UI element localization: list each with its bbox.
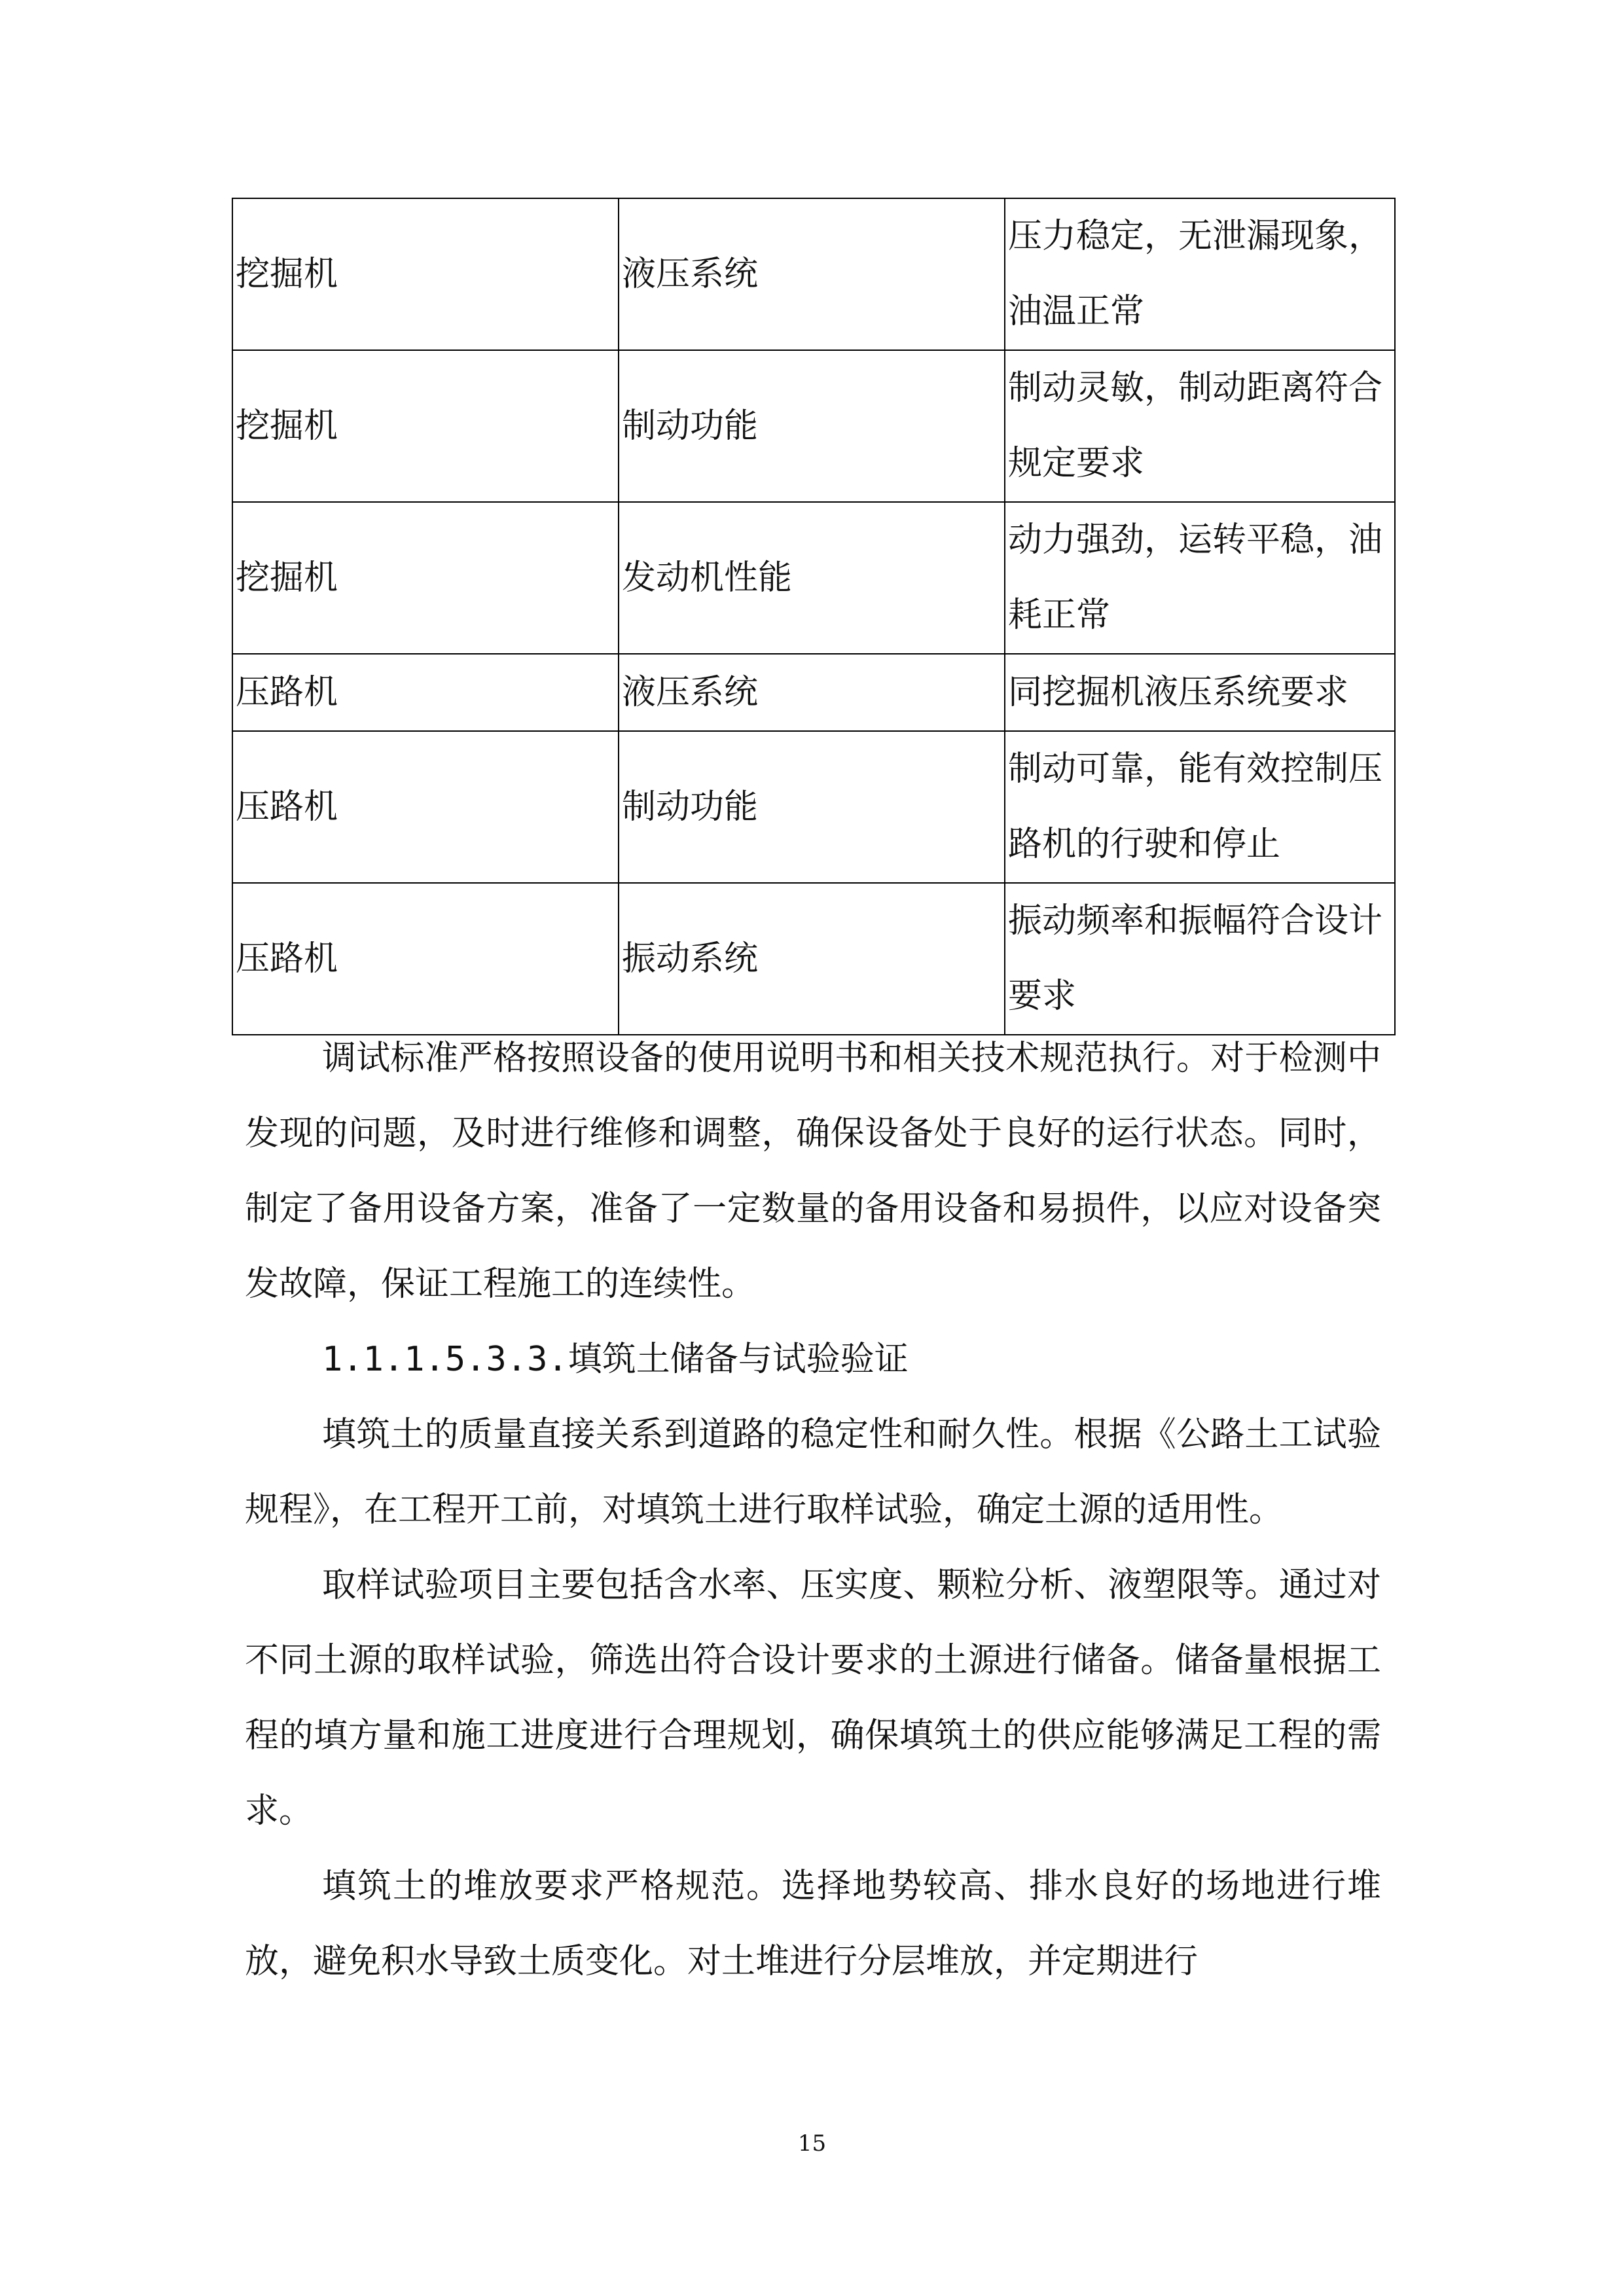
- table-row: [232, 198, 1395, 350]
- paragraph-fill-soil-quality: 填筑土的质量直接关系到道路的稳定性和耐久性。根据《公路土工试验规程》，在工程开工前，对填筑土进行取样试验，确定土源的适用性。: [245, 1415, 1381, 1530]
- table-row: [232, 350, 1395, 502]
- equipment-cell: 挖掘机: [232, 198, 619, 350]
- page-number: 15: [797, 2130, 827, 2157]
- equipment-cell: 压路机: [232, 654, 619, 731]
- body-text: [245, 1021, 1381, 2000]
- equipment-cell: 挖掘机: [232, 350, 619, 502]
- table-row: [232, 883, 1395, 1035]
- section-number: 1.1.1.5.3.3.: [322, 1340, 568, 1379]
- table-row: [232, 731, 1395, 883]
- inspection-item-cell: 制动功能: [619, 350, 1005, 502]
- section-title: 填筑土储备与试验验证: [568, 1340, 909, 1379]
- requirement-cell: 制动可靠，能有效控制压路机的行驶和停止: [1005, 731, 1395, 883]
- inspection-item-cell: 制动功能: [619, 731, 1005, 883]
- paragraph-stockpile-requirements: 填筑土的堆放要求严格规范。选择地势较高、排水良好的场地进行堆放，避免积水导致土质变化。对土堆进行分层堆放，并定期进行: [245, 1867, 1381, 1981]
- table-row: [232, 654, 1395, 731]
- inspection-item-cell: 液压系统: [619, 198, 1005, 350]
- paragraph-debugging-standard: 调试标准严格按照设备的使用说明书和相关技术规范执行。对于检测中发现的问题，及时进行维修和调整，确保设备处于良好的运行状态。同时，制定了备用设备方案，准备了一定数量的备用设备和易损件，以应对设备突发故障，保证工程施工的连续性。: [245, 1039, 1381, 1304]
- requirement-cell: 动力强劲，运转平稳，油耗正常: [1005, 502, 1395, 654]
- requirement-cell: 压力稳定，无泄漏现象，油温正常: [1005, 198, 1395, 350]
- paragraph-sampling-tests: 取样试验项目主要包括含水率、压实度、颗粒分析、液塑限等。通过对不同土源的取样试验，筛选出符合设计要求的土源进行储备。储备量根据工程的填方量和施工进度进行合理规划，确保填筑土的供应能够满足工程的需求。: [245, 1566, 1381, 1831]
- equipment-cell: 压路机: [232, 883, 619, 1035]
- equipment-cell: 挖掘机: [232, 502, 619, 654]
- requirement-cell: 振动频率和振幅符合设计要求: [1005, 883, 1395, 1035]
- inspection-item-cell: 液压系统: [619, 654, 1005, 731]
- equipment-commissioning-table: [232, 198, 1396, 1035]
- requirement-cell: 制动灵敏，制动距离符合规定要求: [1005, 350, 1395, 502]
- table-row: [232, 502, 1395, 654]
- equipment-cell: 压路机: [232, 731, 619, 883]
- section-heading: [245, 1322, 1381, 1397]
- requirement-cell: 同挖掘机液压系统要求: [1005, 654, 1395, 731]
- inspection-item-cell: 振动系统: [619, 883, 1005, 1035]
- inspection-item-cell: 发动机性能: [619, 502, 1005, 654]
